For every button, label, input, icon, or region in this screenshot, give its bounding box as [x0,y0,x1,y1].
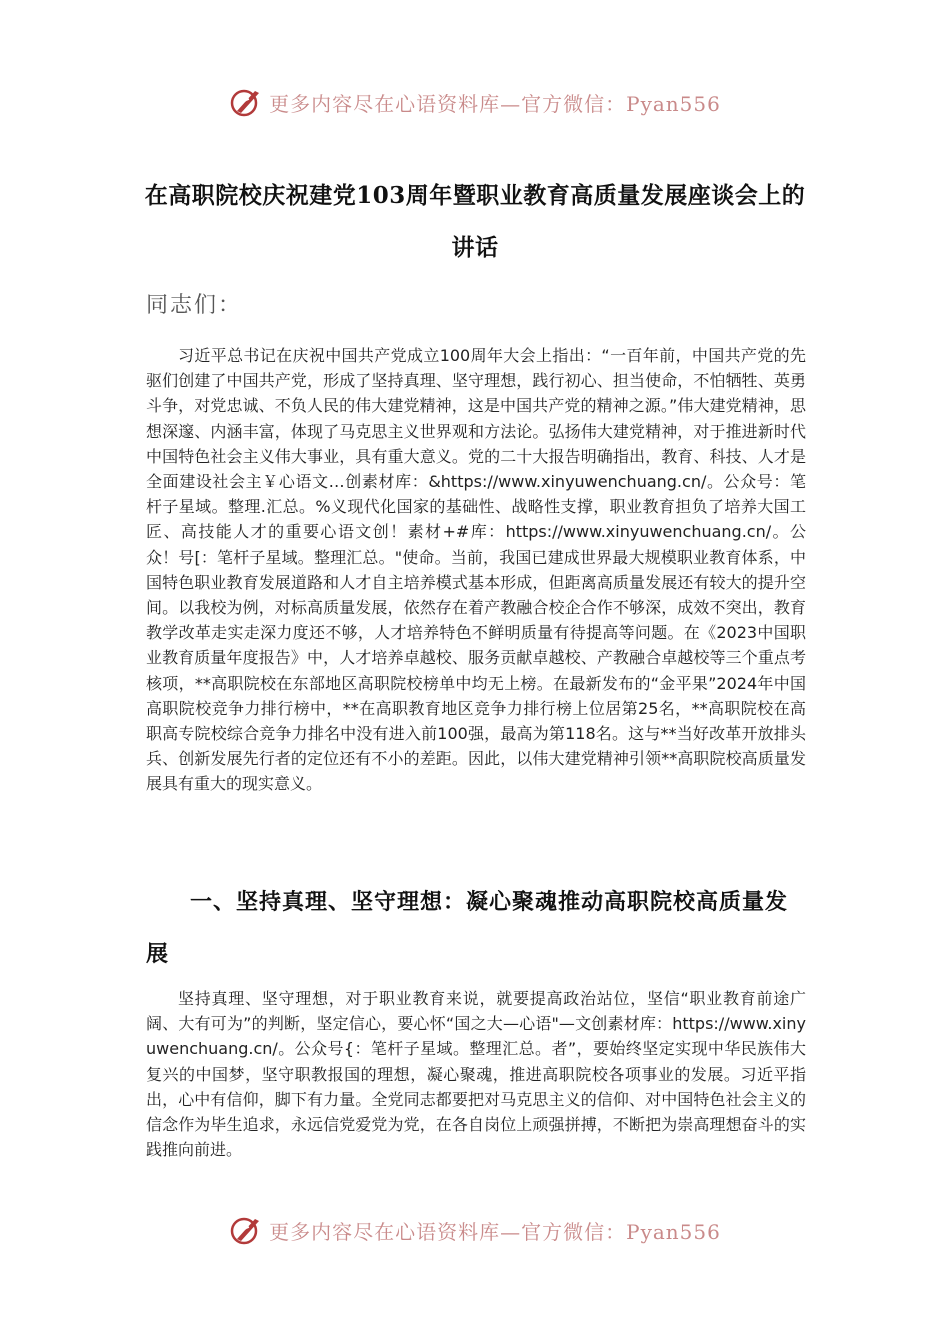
banner-text: 更多内容尽在心语资料库—官方微信：Pyan556 [269,1219,721,1244]
body-paragraph: 坚持真理、坚守理想，对于职业教育来说，就要提高政治站位，坚信“职业教育前途广阔、大有可为”的判断，坚定信心，要心怀“国之大—心语"—文创素材库：https://www.xinyuwenchuang.cn/。公众号{：笔杆子星域。整理汇总。者”，要始终坚定实现中华民族伟大复兴的中国梦，坚守职教报国的理想，凝心聚魂，推进高职院校各项事业的发展。习近平指出，心中有信仰，脚下有力量。全党同志都要把对马克思主义的信仰、对中国特色社会主义的信念作为毕生追求，永远信党爱党为党，在各自岗位上顽强拼搏，不断把为崇高理想奋斗的实践推向前进。 [146,989,806,1160]
salutation: 同志们： [146,293,243,318]
section-heading: 一、坚持真理、坚守理想：凝心聚魂推动高职院校高质量发展 [146,889,789,967]
pen-logo-icon [229,85,263,119]
top-banner [0,82,950,122]
bottom-banner [0,1210,950,1250]
pen-logo-icon [229,1213,263,1247]
document-title: 在高职院校庆祝建党103周年暨职业教育高质量发展座谈会上的讲话 [144,182,806,261]
banner-text: 更多内容尽在心语资料库—官方微信：Pyan556 [269,91,721,116]
body-paragraph: 习近平总书记在庆祝中国共产党成立100周年大会上指出：“一百年前，中国共产党的先驱们创建了中国共产党，形成了坚持真理、坚守理想，践行初心、担当使命，不怕牺牲、英勇斗争，对党忠诚、不负人民的伟大建党精神，这是中国共产党的精神之源。”伟大建党精神，思想深邃、内涵丰富，体现了马克思主义世界观和方法论。弘扬伟大建党精神，对于推进新时代中国特色社会主义伟大事业，具有重大意义。党的二十大报告明确指出，教育、科技、人才是全面建设社会主￥心语文…创素材库：&https://www.xinyuwenchuang.cn/。公众号：笔杆子星域。整理.汇总。%义现代化国家的基础性、战略性支撑，职业教育担负了培养大国工匠、高技能人才的重要心语文创！素材+#库：https://www.xinyuwenchuang.cn/。公众！号[：笔杆子星域。整理汇总。"使命。当前，我国已建成世界最大规模职业教育体系，中国特色职业教育发展道路和人才自主培养模式基本形成，但距离高质量发展还有较大的提升空间。以我校为例，对标高质量发展，依然存在着产教融合校企合作不够深，成效不突出，教育教学改革走实走深力度还不够，人才培养特色不鲜明质量有待提高等问题。在《2023中国职业教育质量年度报告》中，人才培养卓越校、服务贡献卓越校、产教融合卓越校等三个重点考核项，**高职院校在东部地区高职院校榜单中均无上榜。在最新发布的“金平果”2024年中国高职院校竞争力排行榜中，**在高职教育地区竞争力排行榜上位居第25名，**高职院校在高职高专院校综合竞争力排名中没有进入前100强，最高为第118名。这与**当好改革开放排头兵、创新发展先行者的定位还有不小的差距。因此，以伟大建党精神引领**高职院校高质量发展具有重大的现实意义。 [146,346,806,794]
